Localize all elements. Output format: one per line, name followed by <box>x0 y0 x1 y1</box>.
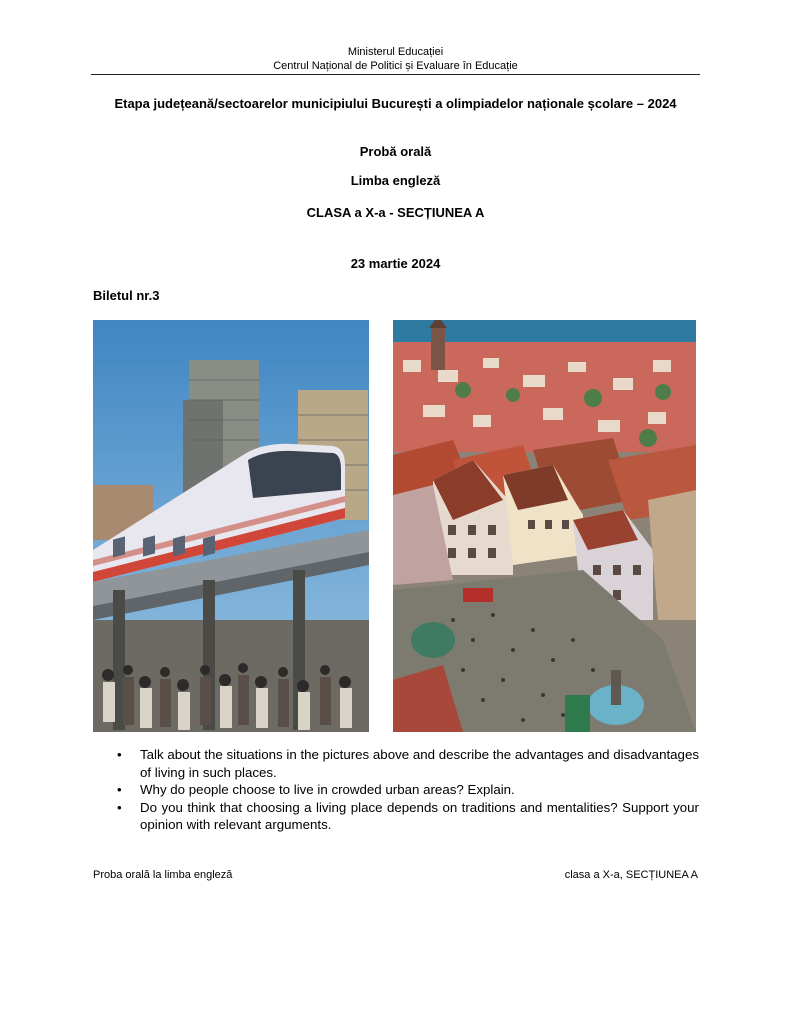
header-rule <box>91 74 700 75</box>
task-item <box>117 799 699 834</box>
footer-right: clasa a X-a, SECȚIUNEA A <box>564 869 698 881</box>
exam-date: 23 martie 2024 <box>350 256 441 271</box>
ticket-number: Biletul nr.3 <box>93 288 160 303</box>
task-text: Do you think that choosing a living place depends on traditions and mentalities? Support your opinion with relevant arguments. <box>140 799 699 832</box>
header-ministry: Ministerul Educației <box>347 46 444 58</box>
exam-type: Probă orală <box>359 144 432 159</box>
photo-old-town <box>393 320 696 732</box>
task-text: Talk about the situations in the pictures above and describe the advantages and disadvantages of living in such places. <box>140 747 699 780</box>
header-center: Centrul Național de Politici și Evaluare în Educație <box>273 60 518 72</box>
subject: Limba engleză <box>350 173 441 188</box>
bullet-icon: • <box>117 747 122 762</box>
bullet-icon: • <box>117 782 122 797</box>
photo-monorail-city <box>93 320 369 732</box>
task-item <box>117 781 699 799</box>
footer-left: Proba orală la limba engleză <box>93 869 233 881</box>
bullet-icon: • <box>117 799 122 815</box>
task-list <box>117 746 699 834</box>
class-section: CLASA a X-a - SECȚIUNEA A <box>306 205 485 220</box>
document-title: Etapa județeană/sectoarelor municipiului București a olimpiadelor naționale școlare – 2024 <box>114 96 677 111</box>
task-text: Why do people choose to live in crowded urban areas? Explain. <box>140 782 515 797</box>
task-item <box>117 746 699 781</box>
